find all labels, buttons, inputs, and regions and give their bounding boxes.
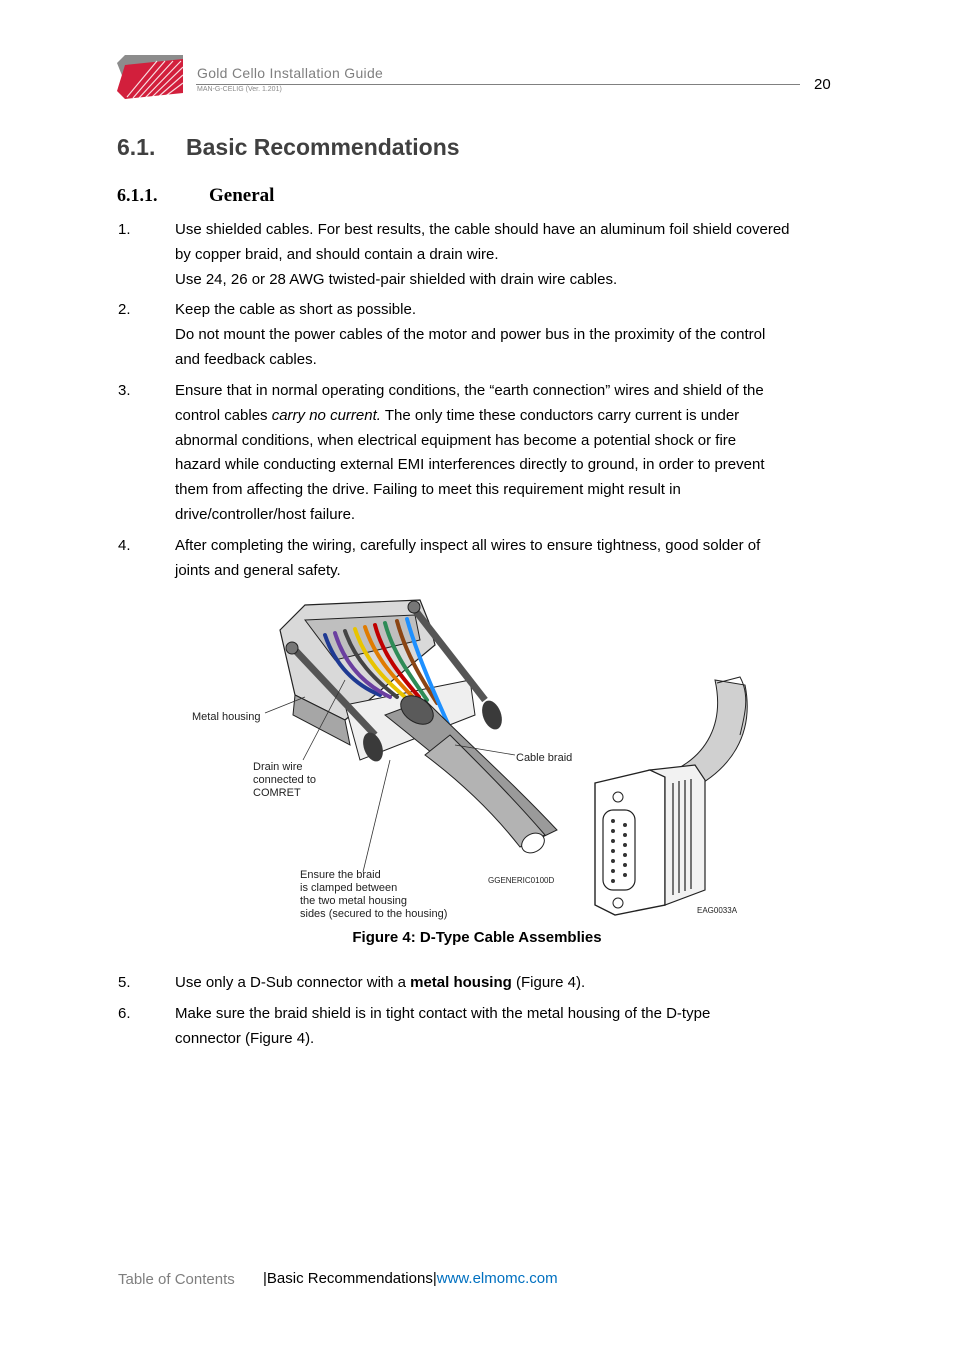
label-ensure-braid: Ensure the braid xyxy=(300,869,381,881)
label-drain-wire: connected to xyxy=(253,774,316,786)
section-title: Basic Recommendations xyxy=(186,134,460,160)
list-item-number: 2. xyxy=(118,301,131,318)
d-sub-connector-illustration xyxy=(280,600,557,857)
footer-section: Basic Recommendations xyxy=(266,1270,433,1287)
document-id: MAN-G-CELIG (Ver. 1.201) xyxy=(197,86,282,93)
label-metal-housing: Metal housing xyxy=(192,711,261,723)
list-item-line: and feedback cables. xyxy=(175,350,317,368)
list-item xyxy=(175,1002,840,1052)
label-drain-wire: COMRET xyxy=(253,787,301,799)
list-item xyxy=(175,534,840,584)
list-item-line: hazard while conducting external EMI interferences directly to ground, in order to prevent xyxy=(175,456,765,474)
list-item-line: by copper braid, and should contain a drain wire. xyxy=(175,245,499,263)
text-run: (Figure 4). xyxy=(511,974,586,991)
website-link[interactable]: www.elmomc.com xyxy=(436,1270,558,1287)
list-item-number: 1. xyxy=(118,221,131,238)
list-item xyxy=(175,379,840,528)
text-run: control cables xyxy=(175,406,272,424)
header-rule xyxy=(196,84,800,85)
list-item-line xyxy=(175,404,840,429)
footer-separator: | xyxy=(263,1270,267,1287)
list-item-line xyxy=(175,971,840,996)
label-ensure-braid: is clamped between xyxy=(300,882,398,894)
page-number: 20 xyxy=(814,76,831,93)
figure-code-right: EAG0033A xyxy=(697,906,738,915)
list-item-number: 3. xyxy=(118,382,131,399)
subsection-number: 6.1.1. xyxy=(117,185,158,205)
figure-caption: Figure 4: D-Type Cable Assemblies xyxy=(352,929,602,946)
list-item-line: Do not mount the power cables of the motor and power bus in the proximity of the control xyxy=(175,325,766,343)
subsection-heading xyxy=(117,185,274,207)
section-heading xyxy=(117,134,460,161)
emphasis-text: carry no current. xyxy=(271,406,381,424)
elmo-logo xyxy=(117,53,183,99)
list-item-line: them from affecting the drive. Failing to meet this requirement might result in xyxy=(175,481,681,499)
figure-code-left: GGENERIC0100D xyxy=(488,876,555,885)
label-ensure-braid: the two metal housing xyxy=(300,895,408,907)
list-item-line: Make sure the braid shield is in tight contact with the metal housing of the D-type xyxy=(175,1005,711,1022)
list-item-line: joints and general safety. xyxy=(175,561,341,579)
label-drain-wire: Drain wire xyxy=(253,761,303,773)
list-item-line: Use 24, 26 or 28 AWG twisted-pair shielded with drain wire cables. xyxy=(175,270,618,288)
list-item-line: After completing the wiring, carefully inspect all wires to ensure tightness, good solder of xyxy=(175,537,761,554)
list-item-line: Keep the cable as short as possible. xyxy=(175,301,416,318)
list-item-number: 6. xyxy=(118,1005,131,1022)
list-item-line: drive/controller/host failure. xyxy=(175,505,356,523)
bold-text: metal housing xyxy=(410,974,512,991)
label-ensure-braid: sides (secured to the housing) xyxy=(300,908,448,920)
text-run: The only time these conductors carry current is under xyxy=(380,406,740,424)
ribbon-connector-illustration xyxy=(595,677,747,915)
text-run: Use only a D-Sub connector with a xyxy=(175,974,411,991)
list-item xyxy=(175,971,840,996)
section-number: 6.1. xyxy=(117,134,156,160)
list-item-number: 4. xyxy=(118,537,131,554)
list-item-line: Use shielded cables. For best results, the cable should have an aluminum foil shield covered xyxy=(175,221,790,238)
subsection-title: General xyxy=(209,185,275,206)
list-item-line: abnormal conditions, when electrical equipment has become a potential shock or fire xyxy=(175,431,737,449)
document-title: Gold Cello Installation Guide xyxy=(197,65,384,81)
list-item xyxy=(175,298,840,372)
footer-toc-link[interactable]: Table of Contents xyxy=(118,1271,235,1288)
list-item-number: 5. xyxy=(118,974,131,991)
list-item-line: connector (Figure 4). xyxy=(175,1029,315,1047)
footer-breadcrumb xyxy=(263,1270,558,1287)
label-cable-braid: Cable braid xyxy=(516,752,573,764)
footer-separator: | xyxy=(432,1270,437,1287)
list-item-line: Ensure that in normal operating conditions, the “earth connection” wires and shield of the xyxy=(175,382,764,399)
d-type-cable-figure xyxy=(185,585,775,923)
list-item xyxy=(175,218,840,292)
